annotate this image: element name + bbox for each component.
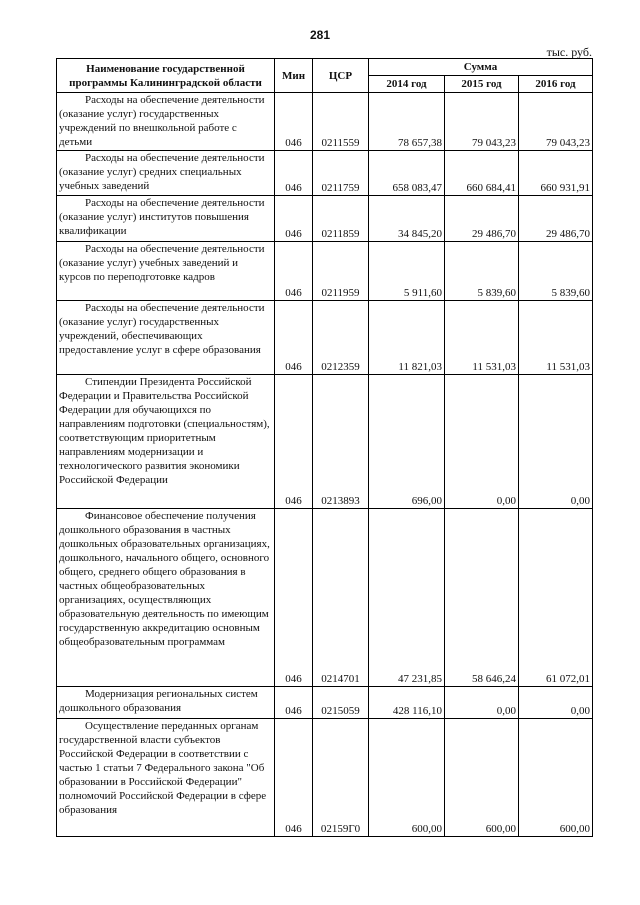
row-name: Осуществление переданных органам государственной власти субъектов Российской Федерации в соответствии с частью 1 статьи 7 Федерального закона "Об образовании в Российской Федерации" полномочий Российской Федерации в сфере образования bbox=[59, 720, 267, 816]
header-year-2016: 2016 год bbox=[519, 76, 593, 93]
header-program-name: Наименование государственной программы Калининградской области bbox=[57, 59, 275, 93]
row-value-2016: 79 043,23 bbox=[519, 93, 593, 151]
row-value-2014: 11 821,03 bbox=[369, 301, 445, 375]
row-value-2016: 61 072,01 bbox=[519, 509, 593, 687]
row-name: Расходы на обеспечение деятельности (оказание услуг) государственных учреждений по внешкольной работе с детьми bbox=[59, 94, 265, 148]
row-value-2016: 0,00 bbox=[519, 687, 593, 719]
header-sum: Сумма bbox=[369, 59, 593, 76]
row-value-2015: 5 839,60 bbox=[445, 242, 519, 301]
row-value-2015: 0,00 bbox=[445, 375, 519, 509]
row-value-2016: 0,00 bbox=[519, 375, 593, 509]
row-name: Расходы на обеспечение деятельности (оказание услуг) институтов повышения квалификации bbox=[59, 197, 265, 237]
row-name: Стипендии Президента Российской Федерации и Правительства Российской Федерации для обучающихся по направлениям подготовки (специальностям), соответствующим приоритетным направлениям модернизации и технологического развития экономики Российской Федерации bbox=[59, 376, 270, 486]
row-min: 046 bbox=[275, 719, 313, 837]
header-min: Мин bbox=[275, 59, 313, 93]
row-name: Расходы на обеспечение деятельности (оказание услуг) учебных заведений и курсов по переподготовке кадров bbox=[59, 243, 265, 283]
row-min: 046 bbox=[275, 151, 313, 196]
row-value-2014: 78 657,38 bbox=[369, 93, 445, 151]
table-row bbox=[57, 375, 593, 509]
row-value-2014: 428 116,10 bbox=[369, 687, 445, 719]
row-value-2015: 600,00 bbox=[445, 719, 519, 837]
row-name: Модернизация региональных систем дошкольного образования bbox=[59, 688, 258, 714]
row-min: 046 bbox=[275, 196, 313, 242]
table-row bbox=[57, 719, 593, 837]
row-min: 046 bbox=[275, 301, 313, 375]
row-value-2014: 600,00 bbox=[369, 719, 445, 837]
row-value-2015: 79 043,23 bbox=[445, 93, 519, 151]
header-csr: ЦСР bbox=[313, 59, 369, 93]
row-csr: 0211859 bbox=[313, 196, 369, 242]
row-value-2016: 660 931,91 bbox=[519, 151, 593, 196]
row-value-2014: 47 231,85 bbox=[369, 509, 445, 687]
row-value-2015: 29 486,70 bbox=[445, 196, 519, 242]
table-row bbox=[57, 509, 593, 687]
row-csr: 0211959 bbox=[313, 242, 369, 301]
row-value-2016: 29 486,70 bbox=[519, 196, 593, 242]
units-label: тыс. руб. bbox=[546, 45, 592, 59]
row-value-2015: 11 531,03 bbox=[445, 301, 519, 375]
row-value-2015: 0,00 bbox=[445, 687, 519, 719]
row-csr: 0212359 bbox=[313, 301, 369, 375]
header-year-2014: 2014 год bbox=[369, 76, 445, 93]
table-row bbox=[57, 242, 593, 301]
table-row bbox=[57, 196, 593, 242]
table-row bbox=[57, 301, 593, 375]
row-value-2015: 660 684,41 bbox=[445, 151, 519, 196]
row-value-2014: 658 083,47 bbox=[369, 151, 445, 196]
row-value-2015: 58 646,24 bbox=[445, 509, 519, 687]
row-min: 046 bbox=[275, 375, 313, 509]
row-min: 046 bbox=[275, 242, 313, 301]
table-row bbox=[57, 93, 593, 151]
row-value-2014: 696,00 bbox=[369, 375, 445, 509]
row-csr: 0213893 bbox=[313, 375, 369, 509]
header-year-2015: 2015 год bbox=[445, 76, 519, 93]
row-min: 046 bbox=[275, 687, 313, 719]
row-value-2014: 34 845,20 bbox=[369, 196, 445, 242]
row-csr: 0215059 bbox=[313, 687, 369, 719]
row-csr: 0214701 bbox=[313, 509, 369, 687]
row-value-2016: 11 531,03 bbox=[519, 301, 593, 375]
row-name: Финансовое обеспечение получения дошкольного образования в частных дошкольных образовательных организациях, дошкольного, начального общего, основного общего, среднего общего образования в частных общеобразовательных организациях, осуществляющих образовательную деятельность по имеющим государственную аккредитацию основным общеобразовательным программам bbox=[59, 510, 270, 648]
row-csr: 0211559 bbox=[313, 93, 369, 151]
row-name: Расходы на обеспечение деятельности (оказание услуг) средних специальных учебных заведений bbox=[59, 152, 265, 192]
row-csr: 02159Г0 bbox=[313, 719, 369, 837]
row-name: Расходы на обеспечение деятельности (оказание услуг) государственных учреждений, обеспечивающих предоставление услуг в сфере образования bbox=[59, 302, 265, 356]
budget-table bbox=[56, 58, 593, 837]
table-row bbox=[57, 151, 593, 196]
row-value-2016: 5 839,60 bbox=[519, 242, 593, 301]
table-row bbox=[57, 687, 593, 719]
row-value-2014: 5 911,60 bbox=[369, 242, 445, 301]
page-number: 281 bbox=[309, 28, 331, 42]
row-min: 046 bbox=[275, 93, 313, 151]
row-csr: 0211759 bbox=[313, 151, 369, 196]
row-value-2016: 600,00 bbox=[519, 719, 593, 837]
row-min: 046 bbox=[275, 509, 313, 687]
